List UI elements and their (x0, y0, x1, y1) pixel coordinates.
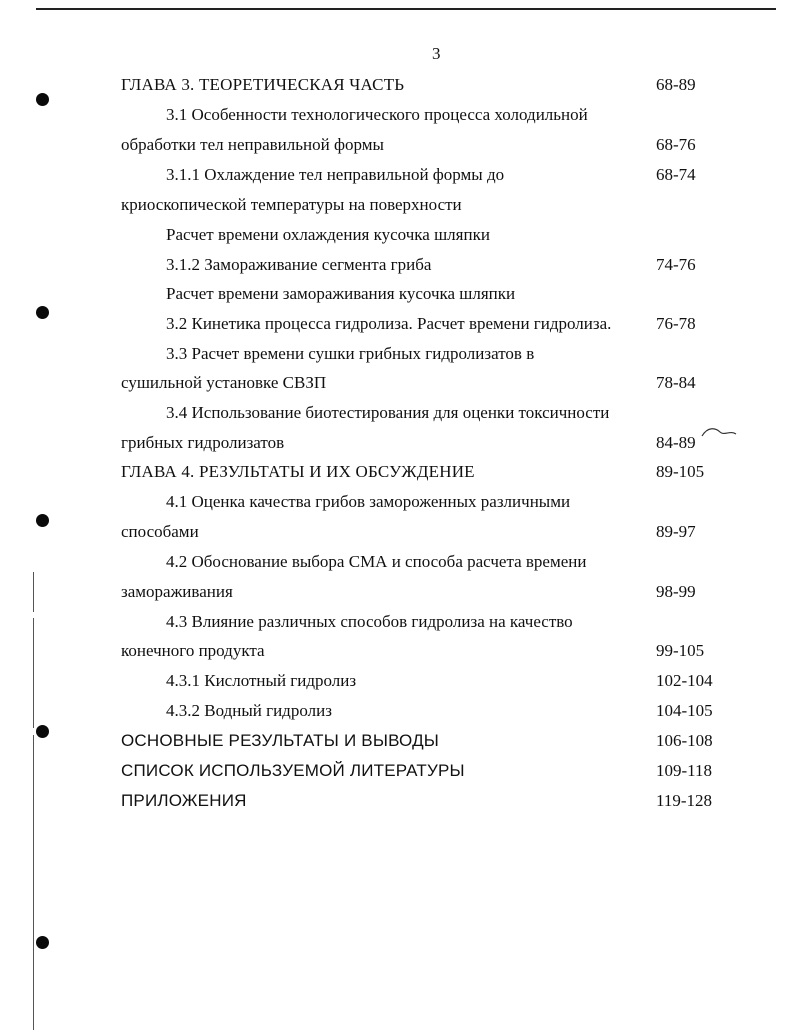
binding-rule (33, 735, 34, 1030)
toc-appendix-pages: 119-128 (656, 791, 713, 810)
toc-section-4-1-pages: 89-97 (656, 522, 696, 541)
toc-section-3-3-line2: сушильной установке СВЗП (121, 373, 327, 392)
toc-literature-title: СПИСОК ИСПОЛЬЗУЕМОЙ ЛИТЕРАТУРЫ (121, 761, 465, 780)
handwritten-mark-icon (700, 422, 740, 444)
toc-section-4-3-line1: 4.3 Влияние различных способов гидролиза на качество (166, 612, 573, 631)
toc-section-3-4-pages: 84-89 (656, 433, 696, 452)
toc-section-3-1-pages: 68-76 (656, 135, 696, 154)
toc-section-3-1-2-sub: Расчет времени замораживания кусочка шляпки (166, 284, 516, 303)
toc-chapter-3-pages: 68-89 (656, 75, 696, 94)
toc-section-4-1-line2: способами (121, 522, 199, 541)
toc-section-4-2-pages: 98-99 (656, 582, 696, 601)
toc-section-4-2-line1: 4.2 Обоснование выбора СМА и способа расчета времени (166, 552, 587, 571)
top-border (36, 0, 776, 10)
toc-section-4-3-pages: 99-105 (656, 641, 705, 660)
toc-results-pages: 106-108 (656, 731, 713, 750)
toc-section-4-1-line1: 4.1 Оценка качества грибов замороженных различными (166, 492, 571, 511)
toc-section-3-4-line2: грибных гидролизатов (121, 433, 285, 452)
toc-section-4-3-line2: конечного продукта (121, 641, 265, 660)
toc-chapter-3-title: ГЛАВА 3. ТЕОРЕТИЧЕСКАЯ ЧАСТЬ (121, 75, 405, 94)
toc-section-4-3-1-pages: 102-104 (656, 671, 713, 690)
toc-section-3-3-pages: 78-84 (656, 373, 696, 392)
toc-appendix-title: ПРИЛОЖЕНИЯ (121, 791, 247, 810)
toc-chapter-4-pages: 89-105 (656, 462, 705, 481)
toc-section-3-4-line1: 3.4 Использование биотестирования для оценки токсичности (166, 403, 610, 422)
toc-section-3-2-title: 3.2 Кинетика процесса гидролиза. Расчет времени гидролиза. (166, 314, 612, 333)
toc-section-3-1-1-line2: криоскопической температуры на поверхности (121, 195, 462, 214)
toc-section-4-3-2-pages: 104-105 (656, 701, 713, 720)
toc-section-3-2-pages: 76-78 (656, 314, 696, 333)
page-number: 3 (432, 44, 441, 63)
binding-rule (33, 572, 34, 612)
toc-section-3-1-1-line1: 3.1.1 Охлаждение тел неправильной формы до (166, 165, 505, 184)
toc-section-4-2-line2: замораживания (121, 582, 233, 601)
toc-section-4-3-1-title: 4.3.1 Кислотный гидролиз (166, 671, 357, 690)
toc-section-3-1-1-sub: Расчет времени охлаждения кусочка шляпки (166, 225, 490, 244)
toc-section-3-1-line2: обработки тел неправильной формы (121, 135, 384, 154)
toc-section-4-3-2-title: 4.3.2 Водный гидролиз (166, 701, 332, 720)
toc-section-3-3-line1: 3.3 Расчет времени сушки грибных гидролизатов в (166, 344, 535, 363)
punch-hole (36, 306, 49, 319)
binding-rule (33, 618, 34, 728)
toc-chapter-4-title: ГЛАВА 4. РЕЗУЛЬТАТЫ И ИХ ОБСУЖДЕНИЕ (121, 462, 475, 481)
punch-hole (36, 93, 49, 106)
toc-literature-pages: 109-118 (656, 761, 713, 780)
punch-hole (36, 514, 49, 527)
toc-section-3-1-2-title: 3.1.2 Замораживание сегмента гриба (166, 255, 432, 274)
toc-section-3-1-line1: 3.1 Особенности технологического процесса холодильной (166, 105, 588, 124)
toc-results-title: ОСНОВНЫЕ РЕЗУЛЬТАТЫ И ВЫВОДЫ (121, 731, 440, 750)
toc-section-3-1-2-pages: 74-76 (656, 255, 696, 274)
punch-hole (36, 936, 49, 949)
toc-section-3-1-1-pages: 68-74 (656, 165, 696, 184)
punch-hole (36, 725, 49, 738)
